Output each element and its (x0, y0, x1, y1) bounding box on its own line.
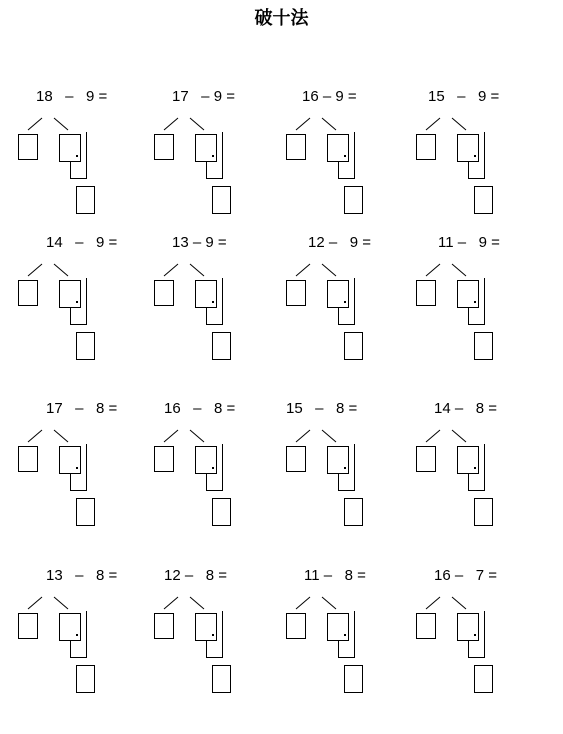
connector-vertical (222, 444, 223, 490)
answer-box-left[interactable] (154, 613, 174, 639)
connector-horizontal (338, 490, 355, 491)
connector-horizontal (70, 657, 87, 658)
problem-13 (18, 567, 148, 717)
problem-9 (18, 400, 148, 550)
answer-box-bottom[interactable] (344, 186, 363, 214)
answer-box-right[interactable] (327, 446, 349, 474)
branch-lines (286, 234, 416, 384)
dot-mark (344, 634, 346, 636)
problem-8 (416, 234, 546, 384)
connector-vertical (484, 611, 485, 657)
branch-lines (154, 88, 284, 238)
answer-box-left[interactable] (286, 134, 306, 160)
answer-box-left[interactable] (416, 134, 436, 160)
dot-mark (344, 467, 346, 469)
branch-lines (286, 88, 416, 238)
right-branch (54, 118, 68, 130)
answer-box-bottom[interactable] (344, 665, 363, 693)
connector-drop (206, 641, 207, 657)
equation-text: 13 – 8 = (46, 567, 118, 584)
answer-box-left[interactable] (416, 280, 436, 306)
connector-drop (70, 308, 71, 324)
right-branch (190, 597, 204, 609)
branch-lines (416, 234, 546, 384)
branch-lines (18, 234, 148, 384)
connector-vertical (86, 611, 87, 657)
branch-lines (416, 567, 546, 717)
problem-7 (286, 234, 416, 384)
left-branch (28, 597, 42, 609)
right-branch (452, 597, 466, 609)
connector-horizontal (468, 178, 485, 179)
answer-box-right[interactable] (195, 613, 217, 641)
answer-box-left[interactable] (286, 446, 306, 472)
equation-text: 11 – 9 = (438, 234, 500, 251)
connector-horizontal (206, 324, 223, 325)
connector-drop (70, 162, 71, 178)
equation-text: 16 – 7 = (434, 567, 497, 584)
answer-box-right[interactable] (59, 134, 81, 162)
left-branch (426, 118, 440, 130)
left-branch (296, 118, 310, 130)
dot-mark (212, 634, 214, 636)
dot-mark (212, 467, 214, 469)
branch-lines (154, 400, 284, 550)
answer-box-right[interactable] (457, 280, 479, 308)
problem-10 (154, 400, 284, 550)
branch-lines (18, 400, 148, 550)
left-branch (164, 264, 178, 276)
branch-lines (154, 567, 284, 717)
dot-mark (212, 301, 214, 303)
right-branch (322, 264, 336, 276)
right-branch (54, 597, 68, 609)
equation-text: 11 – 8 = (304, 567, 366, 584)
dot-mark (344, 301, 346, 303)
answer-box-left[interactable] (18, 280, 38, 306)
equation-text: 14 – 8 = (434, 400, 497, 417)
answer-box-bottom[interactable] (212, 498, 231, 526)
connector-drop (70, 474, 71, 490)
left-branch (28, 264, 42, 276)
dot-mark (76, 467, 78, 469)
problem-6 (154, 234, 284, 384)
connector-drop (338, 641, 339, 657)
equation-text: 17 – 8 = (46, 400, 118, 417)
connector-vertical (354, 611, 355, 657)
left-branch (426, 597, 440, 609)
equation-text: 18 – 9 = (36, 88, 108, 105)
problem-15 (286, 567, 416, 717)
branch-lines (286, 567, 416, 717)
right-branch (452, 430, 466, 442)
answer-box-bottom[interactable] (344, 332, 363, 360)
dot-mark (76, 301, 78, 303)
left-branch (296, 264, 310, 276)
connector-horizontal (70, 178, 87, 179)
answer-box-bottom[interactable] (212, 332, 231, 360)
answer-box-left[interactable] (18, 613, 38, 639)
connector-vertical (354, 444, 355, 490)
right-branch (190, 118, 204, 130)
dot-mark (212, 155, 214, 157)
problem-1 (18, 88, 148, 238)
problem-11 (286, 400, 416, 550)
connector-vertical (86, 444, 87, 490)
connector-horizontal (338, 324, 355, 325)
answer-box-left[interactable] (416, 613, 436, 639)
answer-box-bottom[interactable] (474, 332, 493, 360)
branch-lines (18, 567, 148, 717)
answer-box-right[interactable] (59, 613, 81, 641)
answer-box-left[interactable] (286, 280, 306, 306)
branch-lines (416, 88, 546, 238)
right-branch (190, 430, 204, 442)
answer-box-left[interactable] (154, 134, 174, 160)
connector-drop (468, 308, 469, 324)
right-branch (322, 118, 336, 130)
right-branch (322, 597, 336, 609)
connector-horizontal (338, 657, 355, 658)
dot-mark (76, 634, 78, 636)
answer-box-right[interactable] (327, 613, 349, 641)
answer-box-bottom[interactable] (76, 665, 95, 693)
equation-text: 17 – 9 = (172, 88, 235, 105)
equation-text: 12 – 8 = (164, 567, 227, 584)
connector-horizontal (468, 657, 485, 658)
branch-lines (416, 400, 546, 550)
problem-12 (416, 400, 546, 550)
left-branch (296, 597, 310, 609)
answer-box-right[interactable] (457, 446, 479, 474)
connector-horizontal (70, 324, 87, 325)
left-branch (296, 430, 310, 442)
answer-box-left[interactable] (154, 280, 174, 306)
left-branch (164, 118, 178, 130)
connector-drop (468, 162, 469, 178)
connector-drop (468, 474, 469, 490)
connector-vertical (354, 132, 355, 178)
connector-drop (206, 474, 207, 490)
dot-mark (76, 155, 78, 157)
connector-vertical (484, 278, 485, 324)
dot-mark (474, 301, 476, 303)
equation-text: 15 – 9 = (428, 88, 500, 105)
answer-box-bottom[interactable] (474, 665, 493, 693)
branch-lines (18, 88, 148, 238)
connector-drop (338, 474, 339, 490)
left-branch (28, 430, 42, 442)
problem-16 (416, 567, 546, 717)
right-branch (452, 264, 466, 276)
answer-box-left[interactable] (18, 446, 38, 472)
connector-vertical (484, 444, 485, 490)
answer-box-right[interactable] (195, 280, 217, 308)
answer-box-right[interactable] (59, 280, 81, 308)
problem-4 (416, 88, 546, 238)
connector-drop (338, 162, 339, 178)
connector-vertical (484, 132, 485, 178)
right-branch (190, 264, 204, 276)
connector-horizontal (468, 490, 485, 491)
left-branch (164, 430, 178, 442)
answer-box-left[interactable] (18, 134, 38, 160)
connector-vertical (86, 132, 87, 178)
connector-drop (70, 641, 71, 657)
equation-text: 12 – 9 = (308, 234, 371, 251)
answer-box-left[interactable] (286, 613, 306, 639)
branch-lines (286, 400, 416, 550)
answer-box-left[interactable] (154, 446, 174, 472)
problem-14 (154, 567, 284, 717)
equation-text: 13 – 9 = (172, 234, 227, 251)
connector-vertical (86, 278, 87, 324)
worksheet-title: 破十法 (254, 8, 309, 29)
answer-box-bottom[interactable] (474, 498, 493, 526)
answer-box-bottom[interactable] (76, 186, 95, 214)
answer-box-right[interactable] (59, 446, 81, 474)
answer-box-bottom[interactable] (76, 332, 95, 360)
right-branch (54, 430, 68, 442)
equation-text: 16 – 8 = (164, 400, 236, 417)
connector-drop (206, 308, 207, 324)
equation-text: 14 – 9 = (46, 234, 118, 251)
equation-text: 16 – 9 = (302, 88, 357, 105)
problem-2 (154, 88, 284, 238)
dot-mark (474, 467, 476, 469)
right-branch (452, 118, 466, 130)
problem-5 (18, 234, 148, 384)
connector-vertical (222, 278, 223, 324)
answer-box-bottom[interactable] (344, 498, 363, 526)
connector-vertical (222, 132, 223, 178)
answer-box-bottom[interactable] (212, 665, 231, 693)
answer-box-right[interactable] (457, 613, 479, 641)
problem-3 (286, 88, 416, 238)
connector-horizontal (206, 657, 223, 658)
left-branch (28, 118, 42, 130)
connector-drop (468, 641, 469, 657)
connector-horizontal (338, 178, 355, 179)
left-branch (164, 597, 178, 609)
dot-mark (474, 634, 476, 636)
connector-horizontal (206, 178, 223, 179)
left-branch (426, 430, 440, 442)
dot-mark (344, 155, 346, 157)
connector-vertical (222, 611, 223, 657)
equation-text: 15 – 8 = (286, 400, 358, 417)
connector-horizontal (206, 490, 223, 491)
connector-drop (338, 308, 339, 324)
answer-box-bottom[interactable] (474, 186, 493, 214)
connector-horizontal (70, 490, 87, 491)
answer-box-right[interactable] (195, 446, 217, 474)
answer-box-right[interactable] (457, 134, 479, 162)
answer-box-right[interactable] (327, 280, 349, 308)
connector-vertical (354, 278, 355, 324)
left-branch (426, 264, 440, 276)
answer-box-bottom[interactable] (212, 186, 231, 214)
branch-lines (154, 234, 284, 384)
answer-box-right[interactable] (195, 134, 217, 162)
dot-mark (474, 155, 476, 157)
answer-box-right[interactable] (327, 134, 349, 162)
connector-drop (206, 162, 207, 178)
connector-horizontal (468, 324, 485, 325)
answer-box-bottom[interactable] (76, 498, 95, 526)
right-branch (322, 430, 336, 442)
answer-box-left[interactable] (416, 446, 436, 472)
right-branch (54, 264, 68, 276)
